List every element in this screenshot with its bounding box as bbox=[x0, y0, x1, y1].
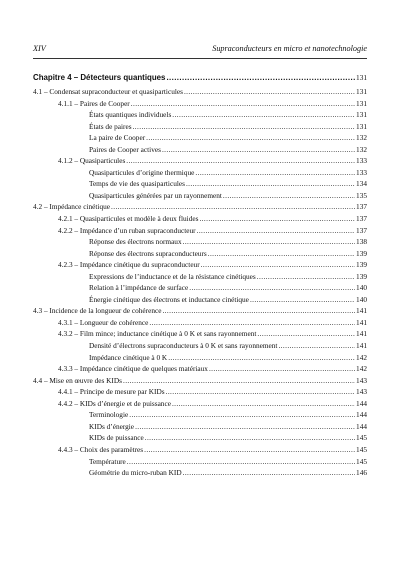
toc-topic-entry[interactable] bbox=[33, 271, 367, 283]
toc-entry-page: 144 bbox=[356, 410, 367, 420]
running-header bbox=[33, 44, 367, 56]
toc-entry-page: 137 bbox=[356, 202, 367, 212]
dot-leader bbox=[123, 375, 355, 387]
toc-entry-title: Réponse des électrons supraconducteurs bbox=[89, 248, 207, 258]
header-rule bbox=[33, 58, 367, 59]
toc-entry-page: 131 bbox=[356, 121, 367, 131]
dot-leader bbox=[166, 386, 355, 398]
dot-leader bbox=[195, 167, 355, 179]
toc-subsection-entry[interactable] bbox=[33, 328, 367, 340]
toc-entry-title: 4.4.2 – KIDs d’énergie et de puissance bbox=[58, 398, 171, 408]
dot-leader bbox=[131, 98, 355, 110]
toc-topic-entry[interactable] bbox=[33, 121, 367, 133]
dot-leader bbox=[189, 282, 355, 294]
toc-topic-entry[interactable] bbox=[33, 190, 367, 202]
toc-subsection-entry[interactable] bbox=[33, 317, 367, 329]
toc-entry-title: Expressions de l’inductance et de la résistance cinétiques bbox=[89, 271, 256, 281]
toc-topic-entry[interactable] bbox=[33, 340, 367, 352]
toc-topic-entry[interactable] bbox=[33, 248, 367, 260]
toc-entry-page: 142 bbox=[356, 364, 367, 374]
toc-entry-page: 141 bbox=[356, 329, 367, 339]
toc-subsection-entry[interactable] bbox=[33, 363, 367, 375]
dot-leader bbox=[172, 109, 355, 121]
toc-topic-entry[interactable] bbox=[33, 282, 367, 294]
dot-leader bbox=[184, 86, 355, 98]
dot-leader bbox=[129, 409, 355, 421]
toc-entry-title: Impédance cinétique à 0 K bbox=[89, 352, 168, 362]
toc-entry-page: 146 bbox=[356, 468, 367, 478]
toc-entry-title: Réponse des électrons normaux bbox=[89, 237, 182, 247]
toc-entry-page: 133 bbox=[356, 167, 367, 177]
toc-entry-page: 138 bbox=[356, 237, 367, 247]
toc-topic-entry[interactable] bbox=[33, 294, 367, 306]
dot-leader bbox=[133, 121, 355, 133]
toc-entry-page: 131 bbox=[356, 110, 367, 120]
toc-entry-title: Géométrie du micro-ruban KID bbox=[89, 468, 182, 478]
toc-section-entry[interactable] bbox=[33, 305, 367, 317]
dot-leader bbox=[257, 328, 355, 340]
toc-topic-entry[interactable] bbox=[33, 467, 367, 479]
dot-leader bbox=[208, 248, 355, 260]
toc-entry-title: Terminologie bbox=[89, 410, 129, 420]
toc-entry-title: États quantiques individuels bbox=[89, 110, 172, 120]
toc-topic-entry[interactable] bbox=[33, 167, 367, 179]
toc-topic-entry[interactable] bbox=[33, 109, 367, 121]
toc-entry-title: 4.3 – Incidence de la longueur de cohérence bbox=[33, 306, 162, 316]
dot-leader bbox=[135, 421, 355, 433]
toc-entry-page: 141 bbox=[356, 341, 367, 351]
toc-entry-page: 143 bbox=[356, 387, 367, 397]
toc-subsection-entry[interactable] bbox=[33, 155, 367, 167]
toc-entry-title: 4.3.1 – Longueur de cohérence bbox=[58, 317, 149, 327]
toc-entry-page: 142 bbox=[356, 352, 367, 362]
toc-entry-title: 4.4.1 – Principe de mesure par KIDs bbox=[58, 387, 165, 397]
toc-entry-title: Temps de vie des quasiparticules bbox=[89, 179, 185, 189]
toc-entry-title: Quasiparticules générées par un rayonnement bbox=[89, 190, 222, 200]
toc-entry-page: 143 bbox=[356, 375, 367, 385]
dot-leader bbox=[278, 340, 355, 352]
dot-leader bbox=[183, 236, 355, 248]
toc-entry-page: 141 bbox=[356, 306, 367, 316]
dot-leader bbox=[149, 317, 355, 329]
toc-entry-page: 137 bbox=[356, 225, 367, 235]
dot-leader bbox=[201, 259, 355, 271]
dot-leader bbox=[186, 178, 355, 190]
toc-entry-page: 139 bbox=[356, 271, 367, 281]
toc-entry-title: États de paires bbox=[89, 121, 132, 131]
toc-section-entry[interactable] bbox=[33, 86, 367, 98]
toc-subsection-entry[interactable] bbox=[33, 225, 367, 237]
toc-topic-entry[interactable] bbox=[33, 456, 367, 468]
toc-entry-page: 145 bbox=[356, 433, 367, 443]
toc-entry-page: 139 bbox=[356, 260, 367, 270]
toc-entry-page: 140 bbox=[356, 294, 367, 304]
dot-leader bbox=[199, 213, 355, 225]
toc-entry-title: Énergie cinétique des électrons et inductance cinétique bbox=[89, 294, 249, 304]
dot-leader bbox=[172, 398, 355, 410]
dot-leader bbox=[166, 70, 355, 86]
toc-entry-title: 4.1.1 – Paires de Cooper bbox=[58, 98, 130, 108]
toc-entry-title: Relation à l’impédance de surface bbox=[89, 283, 189, 293]
toc-entry-title: KIDs de puissance bbox=[89, 433, 144, 443]
toc-entry-page: 132 bbox=[356, 133, 367, 143]
dot-leader bbox=[168, 352, 355, 364]
dot-leader bbox=[144, 444, 355, 456]
toc-entry-page: 145 bbox=[356, 444, 367, 454]
toc-entry-page: 135 bbox=[356, 190, 367, 200]
dot-leader bbox=[257, 271, 355, 283]
toc-entry-page: 145 bbox=[356, 456, 367, 466]
toc-entry-title: Paires de Cooper actives bbox=[89, 144, 161, 154]
toc-entry-title: Température bbox=[89, 456, 126, 466]
dot-leader bbox=[126, 155, 355, 167]
book-title: Supraconducteurs en micro et nanotechnologie bbox=[212, 44, 367, 53]
toc-topic-entry[interactable] bbox=[33, 144, 367, 156]
toc-entry-page: 131 bbox=[356, 98, 367, 108]
dot-leader bbox=[162, 144, 355, 156]
toc-subsection-entry[interactable] bbox=[33, 213, 367, 225]
dot-leader bbox=[223, 190, 355, 202]
dot-leader bbox=[250, 294, 355, 306]
dot-leader bbox=[145, 432, 355, 444]
toc-entry-title: KIDs d’énergie bbox=[89, 421, 135, 431]
toc-topic-entry[interactable] bbox=[33, 421, 367, 433]
dot-leader bbox=[197, 225, 355, 237]
toc-topic-entry[interactable] bbox=[33, 352, 367, 364]
toc-entry-title: 4.2.3 – Impédance cinétique du supraconducteur bbox=[58, 260, 200, 270]
toc-entry-title: Densité d’électrons supraconducteurs à 0 K et sans rayonnement bbox=[89, 341, 278, 351]
toc-subsection-entry[interactable] bbox=[33, 259, 367, 271]
toc-entry-title: 4.1 – Condensat supraconducteur et quasiparticules bbox=[33, 87, 183, 96]
toc-entry-title: 4.2 – Impédance cinétique bbox=[33, 202, 110, 212]
toc-entry-title: 4.3.3 – Impédance cinétique de quelques matériaux bbox=[58, 364, 208, 374]
toc-entry-title: 4.4.3 – Choix des paramètres bbox=[58, 444, 144, 454]
toc-topic-entry[interactable] bbox=[33, 236, 367, 248]
toc-subsection-entry[interactable] bbox=[33, 444, 367, 456]
toc-entry-page: 131 bbox=[356, 73, 367, 82]
toc-topic-entry[interactable] bbox=[33, 132, 367, 144]
toc-entry-page: 132 bbox=[356, 144, 367, 154]
toc-entry-page: 141 bbox=[356, 317, 367, 327]
toc-subsection-entry[interactable] bbox=[33, 386, 367, 398]
toc-entry-title: Quasiparticules d’origine thermique bbox=[89, 167, 195, 177]
page-number: XIV bbox=[33, 44, 46, 53]
dot-leader bbox=[162, 305, 355, 317]
toc-entry-title: La paire de Cooper bbox=[89, 133, 146, 143]
toc-subsection-entry[interactable] bbox=[33, 98, 367, 110]
table-of-contents bbox=[33, 70, 367, 479]
dot-leader bbox=[209, 363, 355, 375]
dot-leader bbox=[111, 201, 355, 213]
dot-leader bbox=[127, 456, 355, 468]
toc-entry-title: 4.2.1 – Quasiparticules et modèle à deux fluides bbox=[58, 214, 199, 224]
toc-chapter-entry[interactable] bbox=[33, 70, 367, 86]
toc-entry-page: 144 bbox=[356, 398, 367, 408]
toc-entry-page: 137 bbox=[356, 214, 367, 224]
dot-leader bbox=[183, 467, 355, 479]
toc-entry-page: 133 bbox=[356, 156, 367, 166]
toc-entry-page: 140 bbox=[356, 283, 367, 293]
toc-entry-title: Chapitre 4 – Détecteurs quantiques bbox=[33, 73, 166, 82]
toc-entry-title: 4.2.2 – Impédance d’un ruban supraconducteur bbox=[58, 225, 196, 235]
toc-entry-page: 131 bbox=[356, 87, 367, 96]
dot-leader bbox=[146, 132, 355, 144]
toc-entry-page: 144 bbox=[356, 421, 367, 431]
toc-topic-entry[interactable] bbox=[33, 432, 367, 444]
toc-subsection-entry[interactable] bbox=[33, 398, 367, 410]
toc-entry-title: 4.3.2 – Film mince; inductance cinétique à 0 K et sans rayonnement bbox=[58, 329, 257, 339]
toc-topic-entry[interactable] bbox=[33, 178, 367, 190]
toc-entry-title: 4.4 – Mise en œuvre des KIDs bbox=[33, 375, 122, 385]
toc-entry-page: 139 bbox=[356, 248, 367, 258]
toc-section-entry[interactable] bbox=[33, 201, 367, 213]
toc-section-entry[interactable] bbox=[33, 375, 367, 387]
toc-entry-title: 4.1.2 – Quasiparticules bbox=[58, 156, 126, 166]
toc-entry-page: 134 bbox=[356, 179, 367, 189]
toc-topic-entry[interactable] bbox=[33, 409, 367, 421]
